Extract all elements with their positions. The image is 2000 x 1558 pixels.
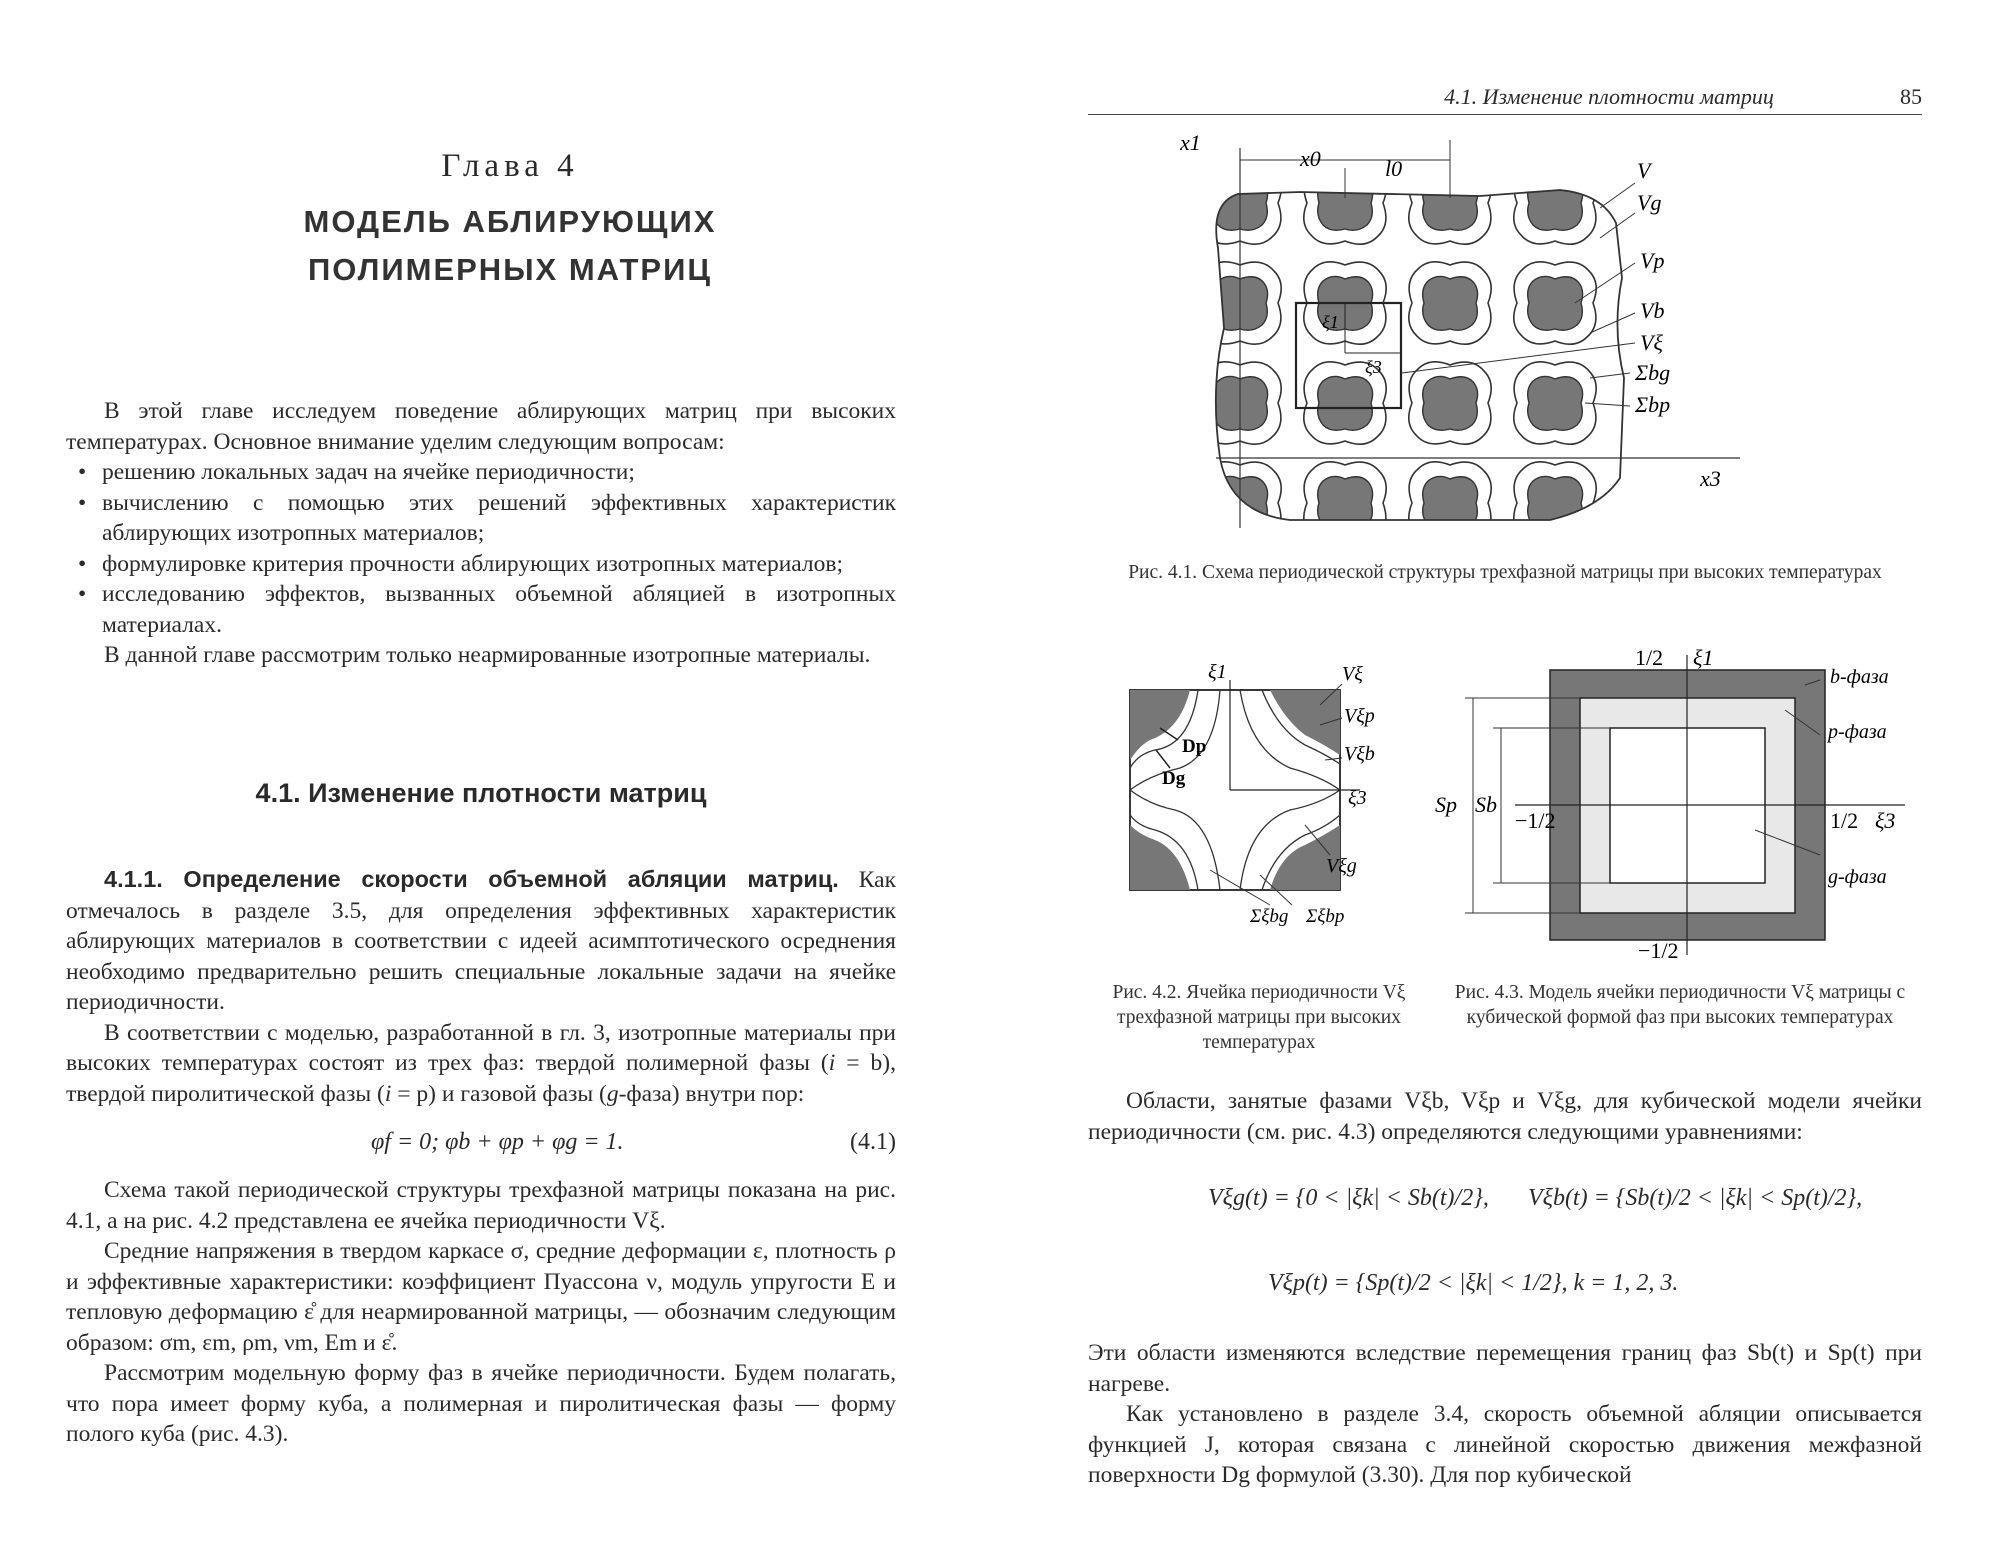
- equation-vxib: Vξb(t) = {Sb(t)/2 < |ξk| < Sp(t)/2},: [1528, 1185, 1863, 1211]
- label-Vg: Vg: [1637, 190, 1662, 215]
- right-paragraph-1: [1088, 1086, 1922, 1147]
- chapter-label: Глава 4: [441, 148, 579, 184]
- paragraph: [66, 864, 896, 1018]
- math-var: i: [828, 1050, 836, 1076]
- label-Dg: Dg: [1162, 768, 1186, 789]
- list-item: • исследованию эффектов, вызванных объемной абляцией в изотропных материалах.: [66, 579, 896, 640]
- label-g-phase: g-фаза: [1828, 866, 1887, 888]
- paragraph: Рассмотрим модельную форму фаз в ячейке периодичности. Будем полагать, что пора имеет форму куба, а полимерная и пиролитическая фазы — форму полого куба (рис. 4.3).: [66, 1360, 896, 1447]
- label-Sigma-bg: Σbg: [1635, 360, 1671, 385]
- intro-tail-paragraph: В данной главе рассмотрим только неармированные изотропные материалы.: [104, 642, 871, 668]
- label-Vxi-b: Vξb: [1344, 743, 1375, 765]
- label-Sigma-bp: Σbp: [1635, 392, 1671, 417]
- figure-4-2-caption: Рис. 4.2. Ячейка периодичности Vξ трехфазной матрицы при высоких температурах: [1112, 982, 1406, 1053]
- running-head: 4.1. Изменение плотности матриц: [1444, 84, 1774, 109]
- body-block: [66, 864, 896, 1450]
- label-half-right: 1/2: [1830, 808, 1859, 833]
- chapter-title-line1: МОДЕЛЬ АБЛИРУЮЩИХ: [303, 204, 717, 239]
- paragraph: Как установлено в разделе 3.4, скорость объемной абляции описывается функцией J, которая связана с линейной скоростью движения межфазной поверхности Dg формулой (3.30). Для пор кубической: [1088, 1401, 1922, 1488]
- label-x0: x0: [1300, 146, 1321, 171]
- right-paragraph-2: [1088, 1338, 1922, 1491]
- label-minus-half-left: −1/2: [1515, 808, 1556, 833]
- label-Sb: Sb: [1475, 792, 1497, 817]
- equation-4-1: [66, 1109, 896, 1175]
- label-Sp: Sp: [1435, 792, 1457, 817]
- label-b-phase: b-фаза: [1830, 666, 1889, 688]
- list-item: • вычислению с помощью этих решений эффективных характеристик аблирующих изотропных материалов;: [66, 488, 896, 549]
- paragraph-text: ) и газовой фазы (: [428, 1080, 607, 1107]
- label-Vxi-g: Vξg: [1326, 855, 1357, 877]
- label-xi1: ξ1: [1322, 312, 1339, 332]
- label-Sigma-xi-bg: Σξbg: [1250, 906, 1289, 927]
- equation-text: φf = 0; φb + φp + φg = 1.: [371, 1129, 624, 1155]
- label-x1: x1: [1180, 130, 1201, 155]
- label-half-top: 1/2: [1635, 645, 1664, 670]
- paragraph: Средние напряжения в твердом каркасе σ, средние деформации ε, плотность ρ и эффективные характеристики: коэффициент Пуассона ν, модуль упругости E и тепловую деформацию ε̊ для неармированной матрицы, — обозначим следующим образом: σm, εm, ρm, νm, Em и ε̊.: [66, 1238, 896, 1356]
- label-xi1: ξ1: [1208, 661, 1227, 683]
- figure-4-3-caption: Рис. 4.3. Модель ячейки периодичности Vξ матрицы с кубической формой фаз при высоких температурах: [1454, 982, 1906, 1028]
- label-xi1: ξ1: [1693, 645, 1714, 670]
- paragraph: Области, занятые фазами Vξb, Vξp и Vξg, для кубической модели ячейки периодичности (см. рис. 4.3) определяются следующими уравнениями:: [1088, 1088, 1922, 1145]
- label-l0: l0: [1385, 156, 1403, 181]
- label-Vb: Vb: [1640, 298, 1665, 323]
- math-var: i: [384, 1080, 392, 1107]
- math-text: = p: [391, 1080, 429, 1107]
- chapter-title: [160, 198, 860, 294]
- figure-4-3: [1425, 640, 1925, 960]
- label-xi3: ξ3: [1875, 808, 1896, 833]
- figure-4-1: [1180, 128, 1800, 538]
- equation-number: (4.1): [850, 1129, 896, 1155]
- label-Vxi: Vξ: [1640, 330, 1663, 355]
- label-xi3: ξ3: [1348, 787, 1367, 809]
- label-Dp: Dp: [1182, 736, 1207, 757]
- section-title: 4.1. Изменение плотности матриц: [255, 778, 707, 808]
- intro-block: [66, 396, 896, 671]
- math-text: = b: [835, 1050, 883, 1076]
- paragraph-text: Как отмечалось в разделе 3.5, для определения эффективных характеристик аблирующих материалов в соответствии с идеей асимптотического осреднения необходимо предварительно решить специальные локальные задачи на ячейке периодичности.: [66, 867, 897, 1015]
- label-x3: x3: [1700, 466, 1721, 491]
- label-minus-half-bottom: −1/2: [1638, 938, 1679, 960]
- list-item: • формулировке критерия прочности аблирующих изотропных материалов;: [66, 549, 896, 580]
- header-rule: [1088, 114, 1922, 115]
- paragraph-text: -фаза) внутри пор:: [618, 1080, 805, 1107]
- label-Vp: Vp: [1640, 248, 1665, 273]
- paragraph: [66, 1018, 896, 1110]
- paragraph-text: ), твердой пиролитической фазы (: [66, 1050, 896, 1107]
- page-number: 85: [1900, 84, 1922, 109]
- label-Vxi-p: Vξp: [1344, 705, 1375, 727]
- label-xi3: ξ3: [1365, 357, 1382, 377]
- label-V: V: [1637, 158, 1651, 183]
- equation-vxig: Vξg(t) = {0 < |ξk| < Sb(t)/2},: [1208, 1185, 1489, 1211]
- topics-list: [66, 457, 896, 640]
- paragraph: Схема такой периодической структуры трехфазной матрицы показана на рис. 4.1, а на рис. 4.2 представлена ее ячейка периодичности Vξ.: [66, 1177, 896, 1234]
- right-page: [1000, 0, 2000, 1558]
- math-var: g: [606, 1080, 619, 1107]
- intro-paragraph: В этой главе исследуем поведение аблирующих матриц при высоких температурах. Основное внимание уделим следующим вопросам:: [66, 398, 896, 455]
- list-item: • решению локальных задач на ячейке периодичности;: [66, 457, 896, 488]
- paragraph: Эти области изменяются вследствие перемещения границ фаз Sb(t) и Sp(t) при нагреве.: [1088, 1340, 1922, 1397]
- chapter-title-line2: ПОЛИМЕРНЫХ МАТРИЦ: [307, 252, 713, 287]
- label-Sigma-xi-bp: Σξbp: [1306, 906, 1345, 927]
- label-Vxi: Vξ: [1342, 663, 1363, 685]
- figure-4-1-caption: Рис. 4.1. Схема периодической структуры трехфазной матрицы при высоких температурах: [1128, 562, 1882, 583]
- figure-4-2: [1120, 650, 1380, 950]
- subsection-title: 4.1.1. Определение скорости объемной абляции матриц.: [104, 866, 839, 892]
- paragraph-text: В соответствии с моделью, разработанной в гл. 3, изотропные материалы при высоких температурах состоят из трех фаз: твердой полимерной фазы (: [66, 1019, 896, 1076]
- equation-vxip-text: Vξp(t) = {Sp(t)/2 < |ξk| < 1/2}, k = 1, 2, 3.: [1268, 1270, 1679, 1296]
- label-p-phase: p-фаза: [1828, 721, 1887, 743]
